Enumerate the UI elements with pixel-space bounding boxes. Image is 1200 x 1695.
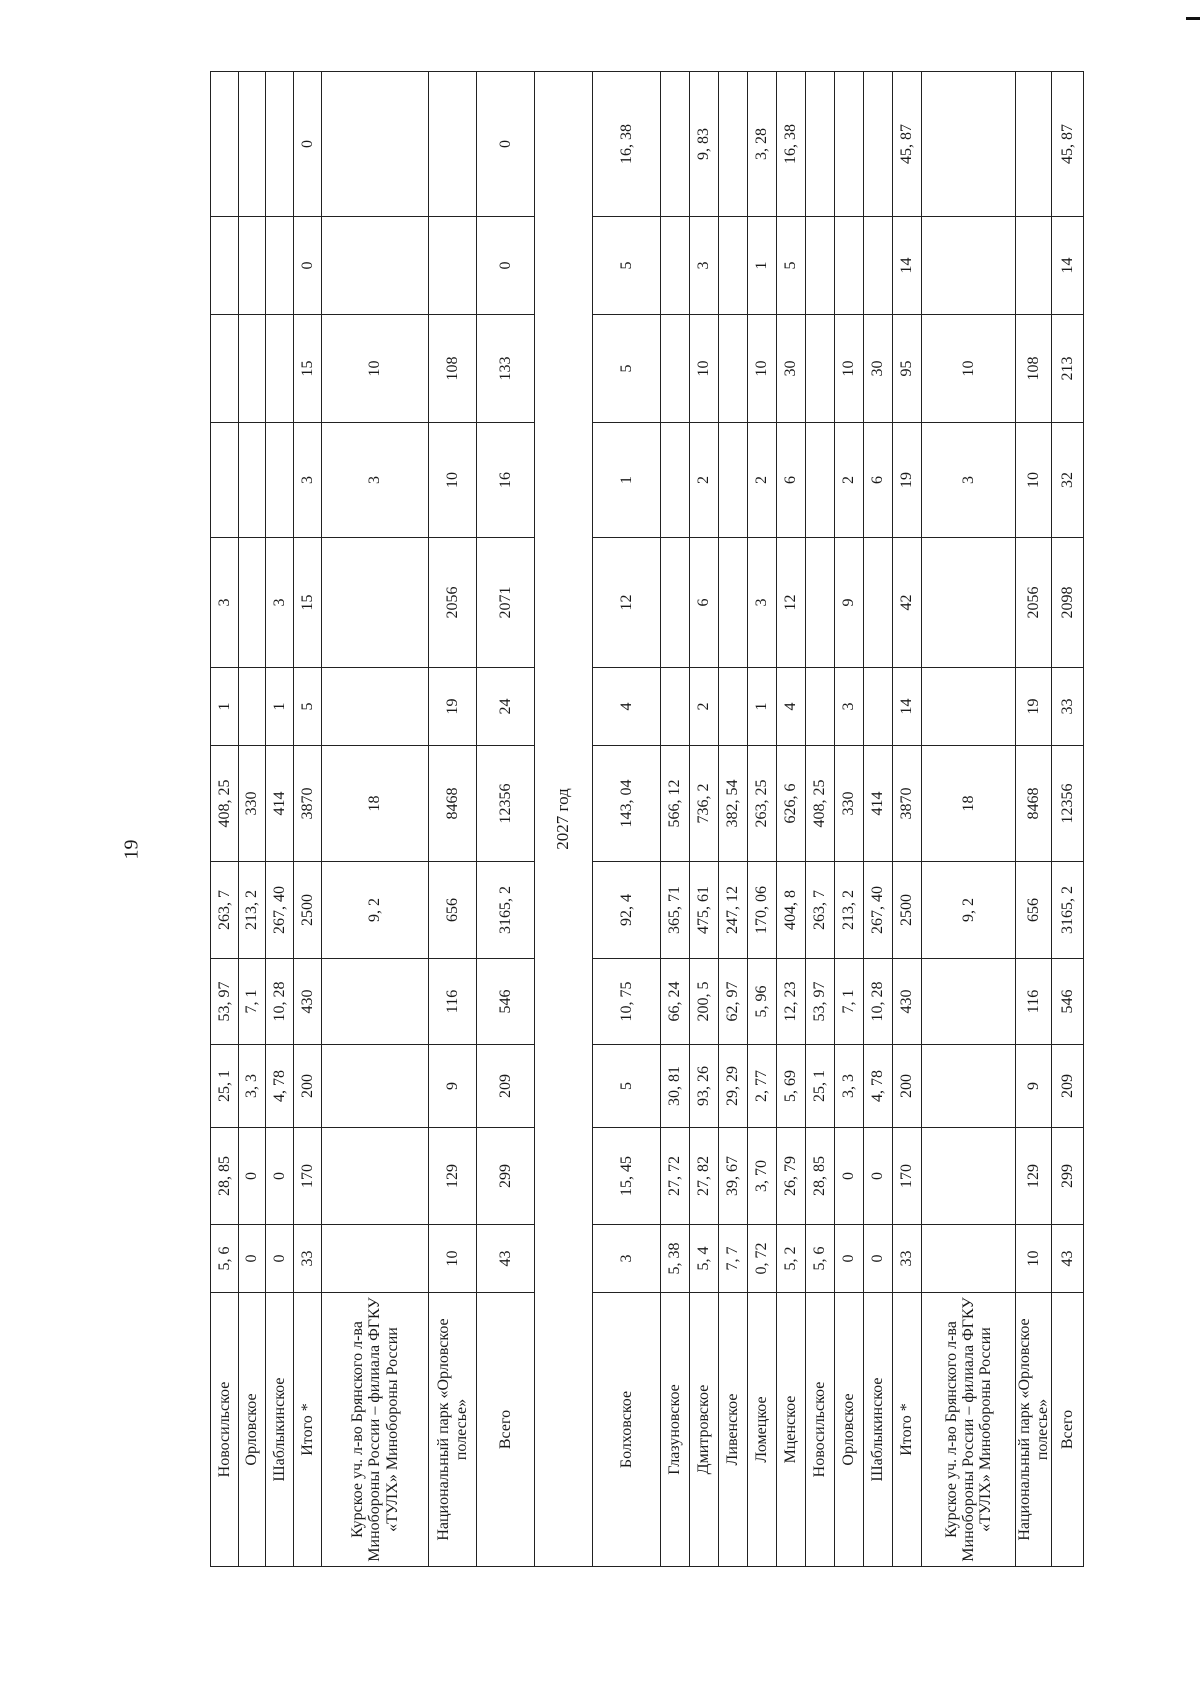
value-cell: 2098 (1052, 538, 1084, 668)
table-row (864, 72, 893, 1567)
value-cell: 93, 26 (690, 1045, 719, 1128)
table-row (593, 72, 661, 1567)
value-cell: 15, 45 (593, 1128, 661, 1225)
value-cell: 0 (477, 217, 535, 315)
value-cell: 3, 3 (239, 1045, 266, 1128)
value-cell (1016, 72, 1052, 217)
value-cell: 382, 54 (719, 746, 748, 862)
value-cell: 5 (593, 1045, 661, 1128)
value-cell: 33 (294, 1225, 322, 1293)
value-cell: 45, 87 (1052, 72, 1084, 217)
value-cell: 3, 28 (748, 72, 777, 217)
value-cell (661, 423, 690, 538)
value-cell: 116 (1016, 959, 1052, 1045)
value-cell: 9, 83 (690, 72, 719, 217)
row-name-cell: Новосильское (806, 1293, 835, 1567)
value-cell: 1 (593, 423, 661, 538)
value-cell: 247, 12 (719, 862, 748, 959)
value-cell: 3 (922, 423, 1016, 538)
value-cell (922, 538, 1016, 668)
value-cell: 3 (266, 538, 294, 668)
value-cell: 9, 2 (922, 862, 1016, 959)
value-cell: 209 (1052, 1045, 1084, 1128)
value-cell: 213 (1052, 315, 1084, 423)
value-cell: 33 (893, 1225, 922, 1293)
value-cell: 365, 71 (661, 862, 690, 959)
value-cell: 5 (777, 217, 806, 315)
value-cell: 16, 38 (777, 72, 806, 217)
row-name-cell: Орловское (239, 1293, 266, 1567)
value-cell: 3, 70 (748, 1128, 777, 1225)
value-cell: 1 (211, 668, 239, 746)
value-cell (719, 423, 748, 538)
value-cell (429, 217, 477, 315)
value-cell (211, 217, 239, 315)
table-row (690, 72, 719, 1567)
value-cell: 408, 25 (211, 746, 239, 862)
value-cell: 27, 82 (690, 1128, 719, 1225)
value-cell: 6 (690, 538, 719, 668)
value-cell: 12, 23 (777, 959, 806, 1045)
value-cell (661, 668, 690, 746)
value-cell: 4, 78 (864, 1045, 893, 1128)
value-cell: 408, 25 (806, 746, 835, 862)
row-name-cell: Курское уч. л-во Брянского л-ва Минобороны России – филиала ФГКУ «ТУЛХ» Минобороны России (922, 1293, 1016, 1567)
value-cell (719, 72, 748, 217)
value-cell: 10 (1016, 1225, 1052, 1293)
value-cell: 28, 85 (211, 1128, 239, 1225)
value-cell: 8468 (429, 746, 477, 862)
value-cell: 25, 1 (211, 1045, 239, 1128)
table-row (661, 72, 690, 1567)
value-cell: 736, 2 (690, 746, 719, 862)
value-cell: 5, 6 (211, 1225, 239, 1293)
value-cell: 10 (922, 315, 1016, 423)
value-cell: 3165, 2 (1052, 862, 1084, 959)
value-cell: 12356 (1052, 746, 1084, 862)
value-cell: 18 (922, 746, 1016, 862)
value-cell: 263, 25 (748, 746, 777, 862)
value-cell: 43 (1052, 1225, 1084, 1293)
value-cell (719, 668, 748, 746)
value-cell: 2500 (893, 862, 922, 959)
value-cell: 6 (777, 423, 806, 538)
table-row (893, 72, 922, 1567)
table-row (922, 72, 1016, 1567)
table-row (806, 72, 835, 1567)
value-cell: 9 (429, 1045, 477, 1128)
value-cell (864, 668, 893, 746)
table-row (477, 72, 535, 1567)
value-cell (239, 668, 266, 746)
row-name-cell: Дмитровское (690, 1293, 719, 1567)
value-cell: 299 (477, 1128, 535, 1225)
value-cell: 3 (748, 538, 777, 668)
value-cell: 2 (748, 423, 777, 538)
value-cell: 2056 (429, 538, 477, 668)
value-cell: 9 (835, 538, 864, 668)
value-cell: 133 (477, 315, 535, 423)
value-cell: 4, 78 (266, 1045, 294, 1128)
value-cell: 3870 (294, 746, 322, 862)
value-cell: 0 (266, 1128, 294, 1225)
value-cell (1016, 217, 1052, 315)
value-cell: 430 (893, 959, 922, 1045)
row-name-cell: Ливенское (719, 1293, 748, 1567)
value-cell (806, 315, 835, 423)
value-cell: 15 (294, 538, 322, 668)
value-cell: 7, 1 (835, 959, 864, 1045)
value-cell: 170, 06 (748, 862, 777, 959)
value-cell: 2056 (1016, 538, 1052, 668)
value-cell (922, 668, 1016, 746)
value-cell: 170 (294, 1128, 322, 1225)
value-cell: 108 (429, 315, 477, 423)
row-name-cell: Итого * (893, 1293, 922, 1567)
value-cell: 28, 85 (806, 1128, 835, 1225)
value-cell: 19 (1016, 668, 1052, 746)
value-cell: 2, 77 (748, 1045, 777, 1128)
value-cell (864, 538, 893, 668)
value-cell: 0 (864, 1225, 893, 1293)
value-cell (239, 315, 266, 423)
value-cell: 263, 7 (211, 862, 239, 959)
value-cell: 25, 1 (806, 1045, 835, 1128)
value-cell: 4 (593, 668, 661, 746)
value-cell: 414 (864, 746, 893, 862)
value-cell: 0, 72 (748, 1225, 777, 1293)
value-cell: 143, 04 (593, 746, 661, 862)
value-cell (322, 1128, 429, 1225)
value-cell: 213, 2 (835, 862, 864, 959)
value-cell: 14 (1052, 217, 1084, 315)
table-body (211, 72, 1084, 1567)
value-cell (719, 315, 748, 423)
value-cell (322, 959, 429, 1045)
value-cell: 7, 7 (719, 1225, 748, 1293)
value-cell: 213, 2 (239, 862, 266, 959)
value-cell (864, 72, 893, 217)
value-cell: 42 (893, 538, 922, 668)
value-cell (922, 72, 1016, 217)
value-cell: 299 (1052, 1128, 1084, 1225)
value-cell (835, 72, 864, 217)
value-cell: 12 (777, 538, 806, 668)
value-cell: 5, 38 (661, 1225, 690, 1293)
value-cell: 18 (322, 746, 429, 862)
value-cell: 29, 29 (719, 1045, 748, 1128)
page-number: 19 (120, 839, 143, 860)
value-cell: 16, 38 (593, 72, 661, 217)
value-cell (661, 538, 690, 668)
value-cell (239, 72, 266, 217)
value-cell: 62, 97 (719, 959, 748, 1045)
value-cell: 12356 (477, 746, 535, 862)
value-cell: 10 (748, 315, 777, 423)
value-cell: 3 (593, 1225, 661, 1293)
value-cell (266, 423, 294, 538)
value-cell (922, 1128, 1016, 1225)
value-cell (266, 315, 294, 423)
value-cell: 200, 5 (690, 959, 719, 1045)
value-cell: 10, 28 (864, 959, 893, 1045)
value-cell: 0 (835, 1225, 864, 1293)
row-name-cell: Новосильское (211, 1293, 239, 1567)
row-name-cell: Шаблыкинское (864, 1293, 893, 1567)
value-cell: 475, 61 (690, 862, 719, 959)
value-cell: 267, 40 (864, 862, 893, 959)
row-name-cell: Орловское (835, 1293, 864, 1567)
value-cell (864, 217, 893, 315)
value-cell: 3 (211, 538, 239, 668)
value-cell: 263, 7 (806, 862, 835, 959)
value-cell: 0 (239, 1225, 266, 1293)
value-cell: 546 (477, 959, 535, 1045)
value-cell (322, 1225, 429, 1293)
value-cell: 3 (294, 423, 322, 538)
value-cell: 0 (477, 72, 535, 217)
value-cell: 7, 1 (239, 959, 266, 1045)
row-name-cell: Болховское (593, 1293, 661, 1567)
value-cell: 15 (294, 315, 322, 423)
value-cell: 10 (1016, 423, 1052, 538)
value-cell: 6 (864, 423, 893, 538)
value-cell (266, 72, 294, 217)
value-cell: 267, 40 (266, 862, 294, 959)
value-cell: 3 (835, 668, 864, 746)
value-cell: 1 (748, 217, 777, 315)
year-separator-cell (535, 72, 593, 1567)
value-cell: 2500 (294, 862, 322, 959)
edge-mark (1186, 17, 1200, 20)
value-cell: 14 (893, 668, 922, 746)
value-cell (322, 538, 429, 668)
value-cell: 108 (1016, 315, 1052, 423)
value-cell: 0 (266, 1225, 294, 1293)
value-cell: 39, 67 (719, 1128, 748, 1225)
value-cell: 30 (864, 315, 893, 423)
value-cell: 26, 79 (777, 1128, 806, 1225)
table-row (294, 72, 322, 1567)
value-cell: 0 (294, 217, 322, 315)
value-cell: 5, 4 (690, 1225, 719, 1293)
value-cell: 5, 6 (806, 1225, 835, 1293)
value-cell: 0 (239, 1128, 266, 1225)
value-cell (211, 423, 239, 538)
value-cell: 10 (690, 315, 719, 423)
value-cell: 10, 28 (266, 959, 294, 1045)
value-cell (266, 217, 294, 315)
value-cell (239, 217, 266, 315)
value-cell: 53, 97 (806, 959, 835, 1045)
value-cell: 5 (593, 217, 661, 315)
value-cell: 16 (477, 423, 535, 538)
value-cell: 430 (294, 959, 322, 1045)
row-name-cell: Всего (1052, 1293, 1084, 1567)
value-cell (211, 315, 239, 423)
table-row (266, 72, 294, 1567)
value-cell: 2 (690, 668, 719, 746)
value-cell (806, 217, 835, 315)
value-cell (806, 668, 835, 746)
value-cell: 3, 3 (835, 1045, 864, 1128)
value-cell: 92, 4 (593, 862, 661, 959)
value-cell: 95 (893, 315, 922, 423)
table-row (211, 72, 239, 1567)
value-cell: 27, 72 (661, 1128, 690, 1225)
value-cell: 5 (593, 315, 661, 423)
row-name-cell: Мценское (777, 1293, 806, 1567)
value-cell: 1 (266, 668, 294, 746)
value-cell: 656 (1016, 862, 1052, 959)
value-cell: 9, 2 (322, 862, 429, 959)
value-cell: 5, 96 (748, 959, 777, 1045)
row-name-cell: Национальный парк «Орловское полесье» (429, 1293, 477, 1567)
value-cell: 8468 (1016, 746, 1052, 862)
value-cell (719, 538, 748, 668)
table-row (748, 72, 777, 1567)
value-cell: 404, 8 (777, 862, 806, 959)
row-name-cell: Ломецкое (748, 1293, 777, 1567)
table-row (322, 72, 429, 1567)
value-cell (922, 1225, 1016, 1293)
value-cell: 3 (690, 217, 719, 315)
value-cell (835, 217, 864, 315)
value-cell: 414 (266, 746, 294, 862)
value-cell (322, 668, 429, 746)
value-cell: 546 (1052, 959, 1084, 1045)
forest-data-table (210, 71, 1084, 1567)
value-cell: 10 (429, 423, 477, 538)
value-cell: 0 (835, 1128, 864, 1225)
value-cell (239, 538, 266, 668)
table-wrapper (210, 124, 1076, 1567)
value-cell (211, 72, 239, 217)
value-cell (922, 959, 1016, 1045)
value-cell: 200 (294, 1045, 322, 1128)
value-cell (806, 72, 835, 217)
table-row (777, 72, 806, 1567)
value-cell: 24 (477, 668, 535, 746)
year-label: 2027 год (553, 788, 573, 850)
row-name-cell: Курское уч. л-во Брянского л-ва Минобороны России – филиала ФГКУ «ТУЛХ» Минобороны России (322, 1293, 429, 1567)
value-cell: 2071 (477, 538, 535, 668)
value-cell (806, 538, 835, 668)
value-cell: 4 (777, 668, 806, 746)
value-cell: 3165, 2 (477, 862, 535, 959)
value-cell: 626, 6 (777, 746, 806, 862)
value-cell: 3 (322, 423, 429, 538)
value-cell: 5, 2 (777, 1225, 806, 1293)
value-cell: 9 (1016, 1045, 1052, 1128)
value-cell: 116 (429, 959, 477, 1045)
value-cell: 330 (835, 746, 864, 862)
value-cell (806, 423, 835, 538)
value-cell: 656 (429, 862, 477, 959)
table-row (1016, 72, 1052, 1567)
value-cell: 5, 69 (777, 1045, 806, 1128)
value-cell: 43 (477, 1225, 535, 1293)
value-cell (661, 72, 690, 217)
value-cell: 32 (1052, 423, 1084, 538)
value-cell: 2 (835, 423, 864, 538)
value-cell: 12 (593, 538, 661, 668)
value-cell: 200 (893, 1045, 922, 1128)
value-cell: 2 (690, 423, 719, 538)
value-cell: 0 (294, 72, 322, 217)
value-cell: 170 (893, 1128, 922, 1225)
rotated-table-container (210, 124, 1076, 1567)
value-cell: 330 (239, 746, 266, 862)
value-cell (239, 423, 266, 538)
value-cell (719, 217, 748, 315)
value-cell (322, 72, 429, 217)
value-cell: 14 (893, 217, 922, 315)
value-cell: 10 (429, 1225, 477, 1293)
table-row (239, 72, 266, 1567)
value-cell: 10 (835, 315, 864, 423)
value-cell (922, 217, 1016, 315)
value-cell (661, 217, 690, 315)
value-cell: 53, 97 (211, 959, 239, 1045)
value-cell (322, 1045, 429, 1128)
value-cell: 566, 12 (661, 746, 690, 862)
value-cell: 129 (1016, 1128, 1052, 1225)
row-name-cell: Национальный парк «Орловское полесье» (1016, 1293, 1052, 1567)
row-name-cell: Шаблыкинское (266, 1293, 294, 1567)
table-row (1052, 72, 1084, 1567)
table-row (719, 72, 748, 1567)
value-cell: 30, 81 (661, 1045, 690, 1128)
value-cell: 66, 24 (661, 959, 690, 1045)
value-cell: 0 (864, 1128, 893, 1225)
value-cell: 1 (748, 668, 777, 746)
table-row (429, 72, 477, 1567)
row-name-cell: Итого * (294, 1293, 322, 1567)
value-cell: 3870 (893, 746, 922, 862)
value-cell: 30 (777, 315, 806, 423)
value-cell: 129 (429, 1128, 477, 1225)
value-cell: 33 (1052, 668, 1084, 746)
year-separator-row (535, 72, 593, 1567)
value-cell: 10, 75 (593, 959, 661, 1045)
value-cell: 19 (893, 423, 922, 538)
value-cell: 5 (294, 668, 322, 746)
row-name-cell: Глазуновское (661, 1293, 690, 1567)
value-cell: 10 (322, 315, 429, 423)
value-cell (322, 217, 429, 315)
value-cell: 45, 87 (893, 72, 922, 217)
value-cell (429, 72, 477, 217)
value-cell (922, 1045, 1016, 1128)
row-name-cell: Всего (477, 1293, 535, 1567)
value-cell (661, 315, 690, 423)
table-row (835, 72, 864, 1567)
value-cell: 19 (429, 668, 477, 746)
value-cell: 209 (477, 1045, 535, 1128)
